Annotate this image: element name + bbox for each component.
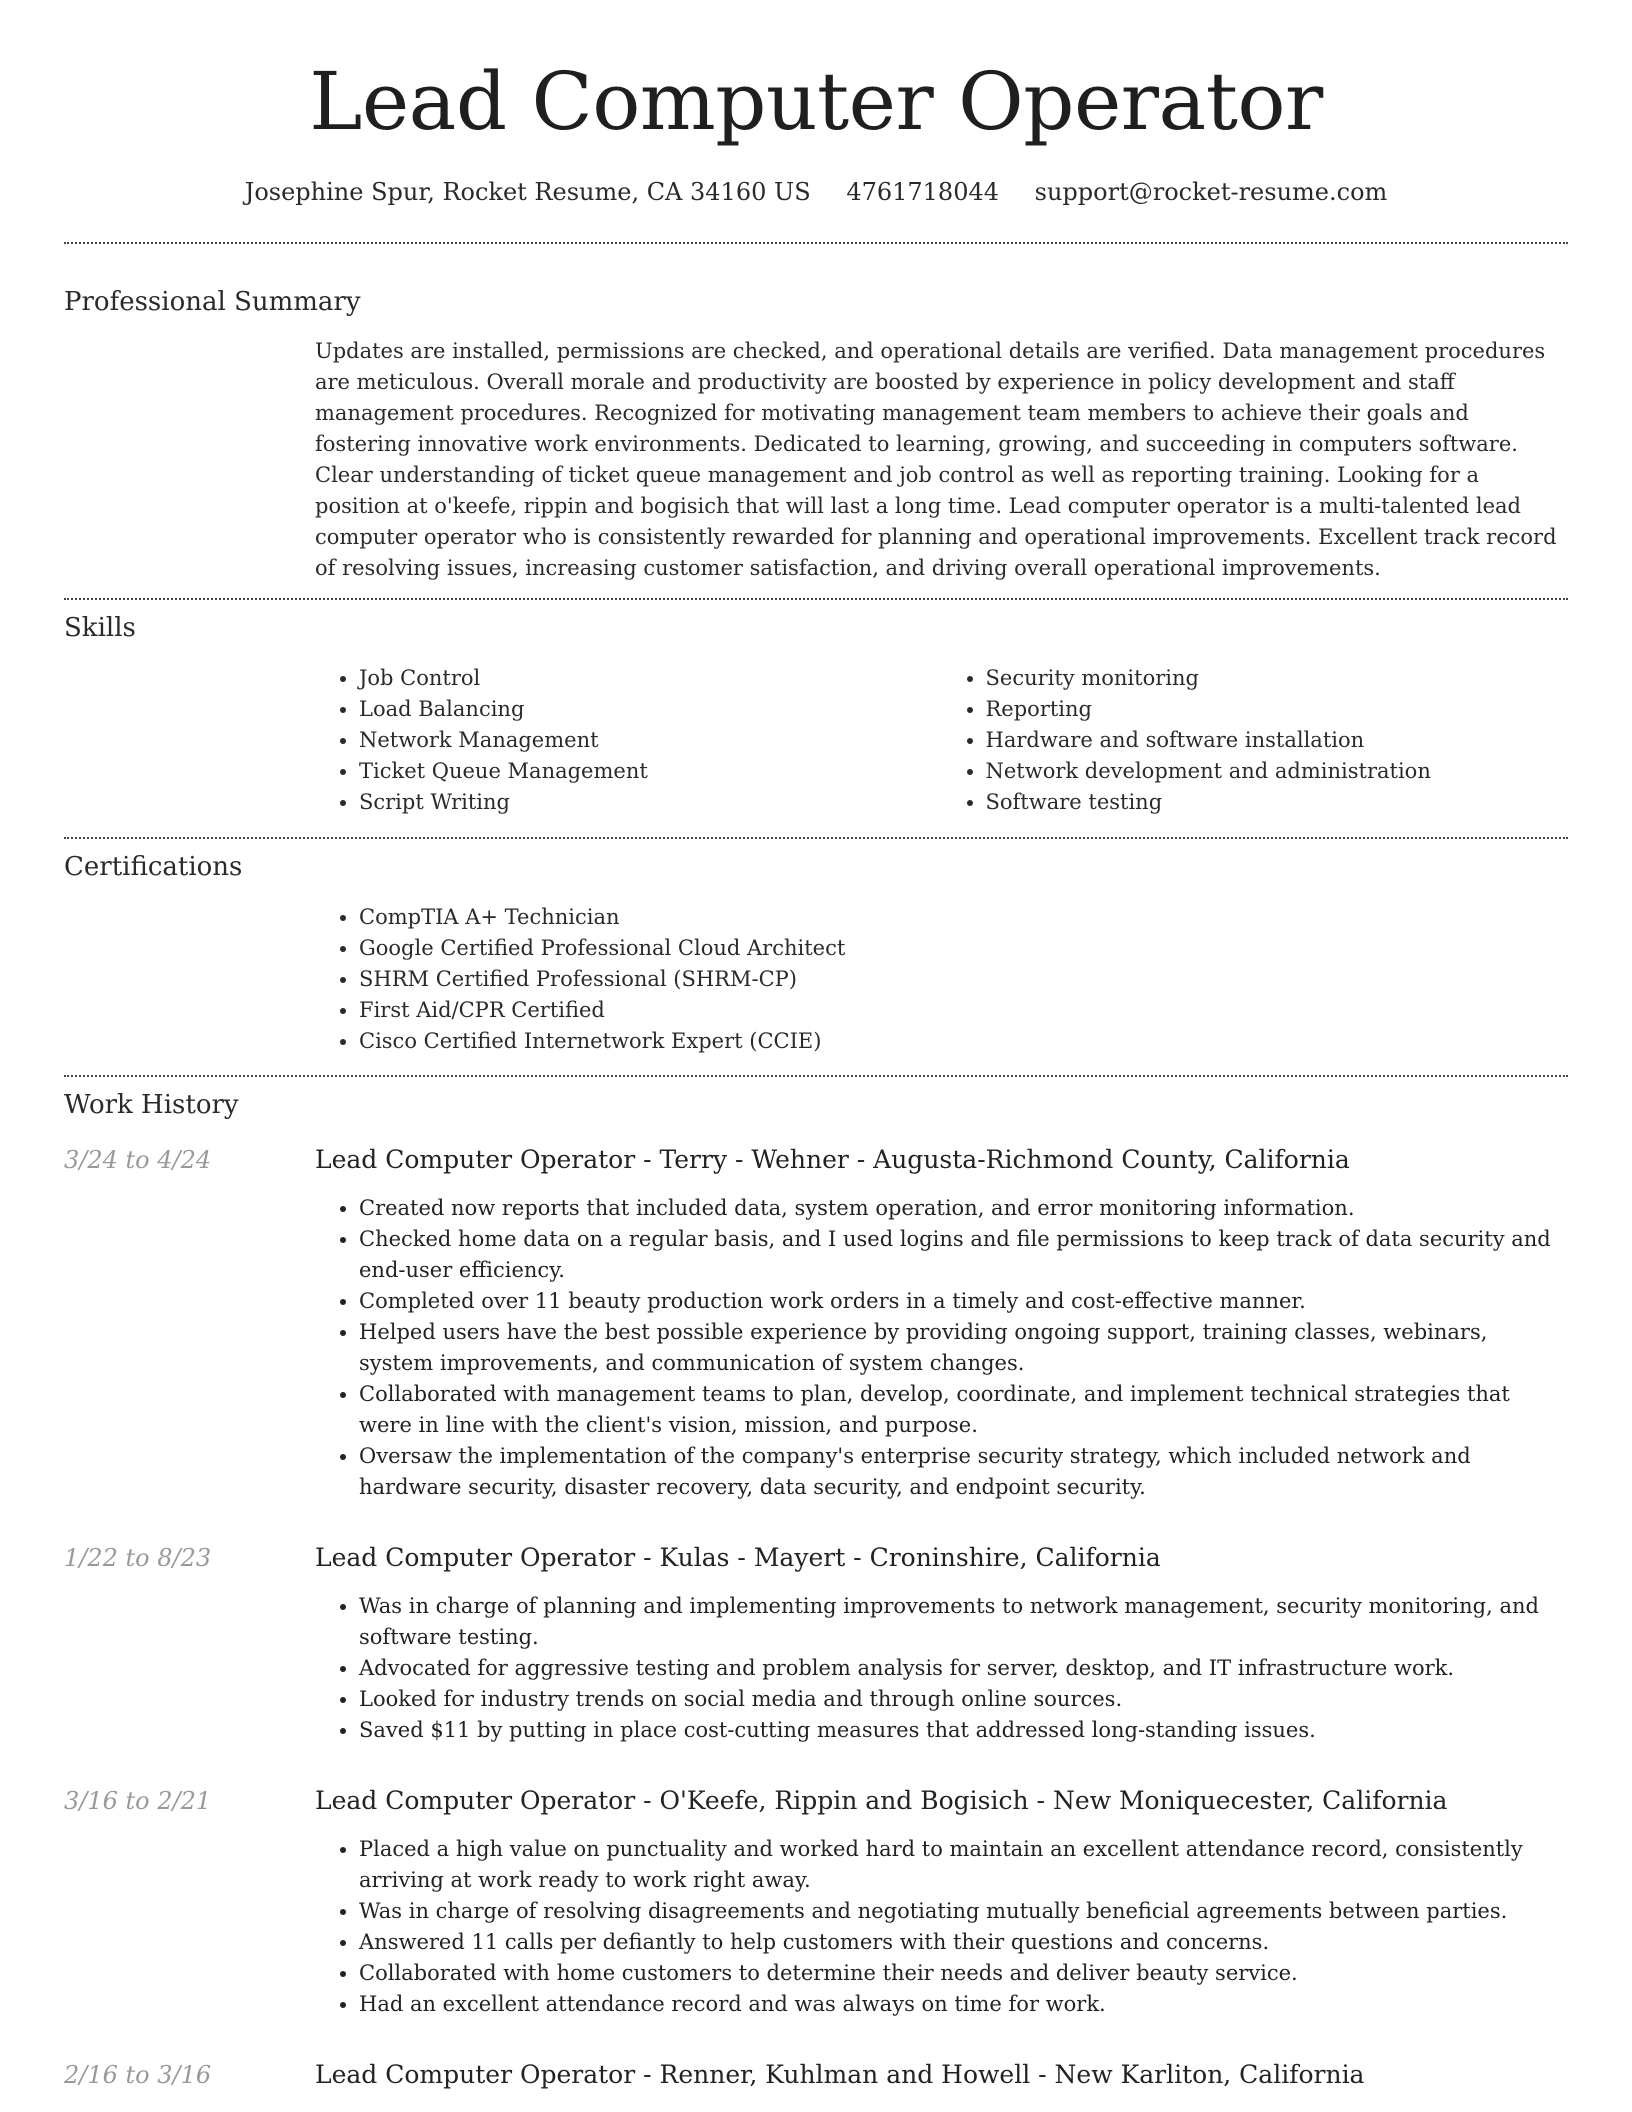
section-title: Certifications bbox=[64, 852, 243, 882]
job-title: Lead Computer Operator - Terry - Wehner - Augusta-Richmond County, California bbox=[315, 1145, 1350, 1174]
job-bullet: • Saved $11 by putting in place cost-cutting measures that addressed long-standing issues. bbox=[359, 1715, 1568, 1746]
skill-item: • Load Balancing bbox=[359, 694, 942, 725]
job-bullet: • Was in charge of planning and implementing improvements to network management, security monitoring, and software testing. bbox=[359, 1591, 1568, 1653]
contact-line bbox=[64, 178, 1568, 206]
divider bbox=[64, 1075, 1568, 1077]
job-date: 1/22 to 8/23 bbox=[64, 1544, 212, 1572]
certification-item: • Cisco Certified Internetwork Expert (CCIE) bbox=[359, 1026, 1568, 1057]
job-entry bbox=[64, 1786, 1568, 2020]
work-history-section bbox=[64, 1090, 1568, 2090]
section-title: Skills bbox=[64, 613, 136, 643]
divider bbox=[64, 837, 1568, 839]
job-bullet: • Had an excellent attendance record and was always on time for work. bbox=[359, 1989, 1568, 2020]
job-bullet: • Created now reports that included data, system operation, and error monitoring information. bbox=[359, 1193, 1568, 1224]
job-bullet: • Answered 11 calls per defiantly to help customers with their questions and concerns. bbox=[359, 1927, 1568, 1958]
divider bbox=[64, 242, 1568, 244]
certification-item: • Google Certified Professional Cloud Architect bbox=[359, 933, 1568, 964]
job-title: Lead Computer Operator - O'Keefe, Rippin and Bogisich - New Moniquecester, California bbox=[315, 1786, 1448, 1815]
job-bullets bbox=[315, 1193, 1568, 1503]
resume-page bbox=[64, 0, 1568, 2090]
skills-list-left bbox=[315, 663, 942, 818]
job-date: 2/16 to 3/16 bbox=[64, 2061, 212, 2089]
skills-list-right bbox=[942, 663, 1569, 818]
skill-item: • Reporting bbox=[986, 694, 1569, 725]
summary-section bbox=[64, 287, 1568, 584]
job-bullet: • Looked for industry trends on social media and through online sources. bbox=[359, 1684, 1568, 1715]
section-title: Work History bbox=[64, 1090, 239, 1120]
section-title: Professional Summary bbox=[64, 287, 361, 317]
job-bullet: • Advocated for aggressive testing and problem analysis for server, desktop, and IT infrastructure work. bbox=[359, 1653, 1568, 1684]
job-bullets bbox=[315, 1834, 1568, 2020]
contact-phone: 4761718044 bbox=[846, 178, 1000, 206]
certification-item: • First Aid/CPR Certified bbox=[359, 995, 1568, 1026]
resume-header bbox=[64, 0, 1568, 206]
job-entry bbox=[64, 1543, 1568, 1746]
certifications-section bbox=[64, 852, 1568, 1057]
job-bullet: • Was in charge of resolving disagreements and negotiating mutually beneficial agreements between parties. bbox=[359, 1896, 1568, 1927]
skill-item: • Network development and administration bbox=[986, 756, 1569, 787]
job-entry bbox=[64, 1145, 1568, 1503]
skill-item: • Hardware and software installation bbox=[986, 725, 1569, 756]
job-bullets bbox=[315, 1591, 1568, 1746]
certification-item: • SHRM Certified Professional (SHRM-CP) bbox=[359, 964, 1568, 995]
summary-text: Updates are installed, permissions are checked, and operational details are verified. Data management procedures are meticulous. Overall morale and productivity are boosted by experience in policy development and staff management procedures. Recognized for motivating management team members to achieve their goals and fostering innovative work environments. Dedicated to learning, growing, and succeeding in computers software. Clear understanding of ticket queue management and job control as well as reporting training. Looking for a position at o'keefe, rippin and bogisich that will last a long time. Lead computer operator is a multi-talented lead computer operator who is consistently rewarded for planning and operational improvements. Excellent track record of resolving issues, increasing customer satisfaction, and driving overall operational improvements. bbox=[315, 339, 1557, 580]
skill-item: • Job Control bbox=[359, 663, 942, 694]
skills-grid bbox=[315, 663, 1568, 818]
contact-address: Josephine Spur, Rocket Resume, CA 34160 US bbox=[244, 178, 811, 206]
job-date: 3/24 to 4/24 bbox=[64, 1146, 212, 1174]
job-bullet: • Checked home data on a regular basis, and I used logins and file permissions to keep track of data security and end-user efficiency. bbox=[359, 1224, 1568, 1286]
certification-item: • CompTIA A+ Technician bbox=[359, 902, 1568, 933]
divider bbox=[64, 598, 1568, 600]
certifications-content bbox=[315, 902, 1568, 1057]
job-bullet: • Collaborated with management teams to plan, develop, coordinate, and implement technical strategies that were in line with the client's vision, mission, and purpose. bbox=[359, 1379, 1568, 1441]
job-bullet: • Collaborated with home customers to determine their needs and deliver beauty service. bbox=[359, 1958, 1568, 1989]
skill-item: • Script Writing bbox=[359, 787, 942, 818]
job-bullet: • Placed a high value on punctuality and worked hard to maintain an excellent attendance record, consistently arriving at work ready to work right away. bbox=[359, 1834, 1568, 1896]
skill-item: • Network Management bbox=[359, 725, 942, 756]
job-title: Lead Computer Operator - Kulas - Mayert - Croninshire, California bbox=[315, 1543, 1161, 1572]
skill-item: • Security monitoring bbox=[986, 663, 1569, 694]
job-entry bbox=[64, 2060, 1568, 2090]
skills-section bbox=[64, 613, 1568, 818]
skill-item: • Software testing bbox=[986, 787, 1569, 818]
certifications-list bbox=[315, 902, 1568, 1057]
job-title: Lead Computer Operator - Renner, Kuhlman and Howell - New Karliton, California bbox=[315, 2060, 1365, 2089]
skill-item: • Ticket Queue Management bbox=[359, 756, 942, 787]
job-bullet: • Oversaw the implementation of the company's enterprise security strategy, which included network and hardware security, disaster recovery, data security, and endpoint security. bbox=[359, 1441, 1568, 1503]
contact-email: support@rocket-resume.com bbox=[1034, 178, 1388, 206]
job-date: 3/16 to 2/21 bbox=[64, 1787, 212, 1815]
job-bullet: • Completed over 11 beauty production work orders in a timely and cost-effective manner. bbox=[359, 1286, 1568, 1317]
candidate-title: Lead Computer Operator bbox=[309, 55, 1323, 148]
job-bullet: • Helped users have the best possible experience by providing ongoing support, training classes, webinars, system improvements, and communication of system changes. bbox=[359, 1317, 1568, 1379]
